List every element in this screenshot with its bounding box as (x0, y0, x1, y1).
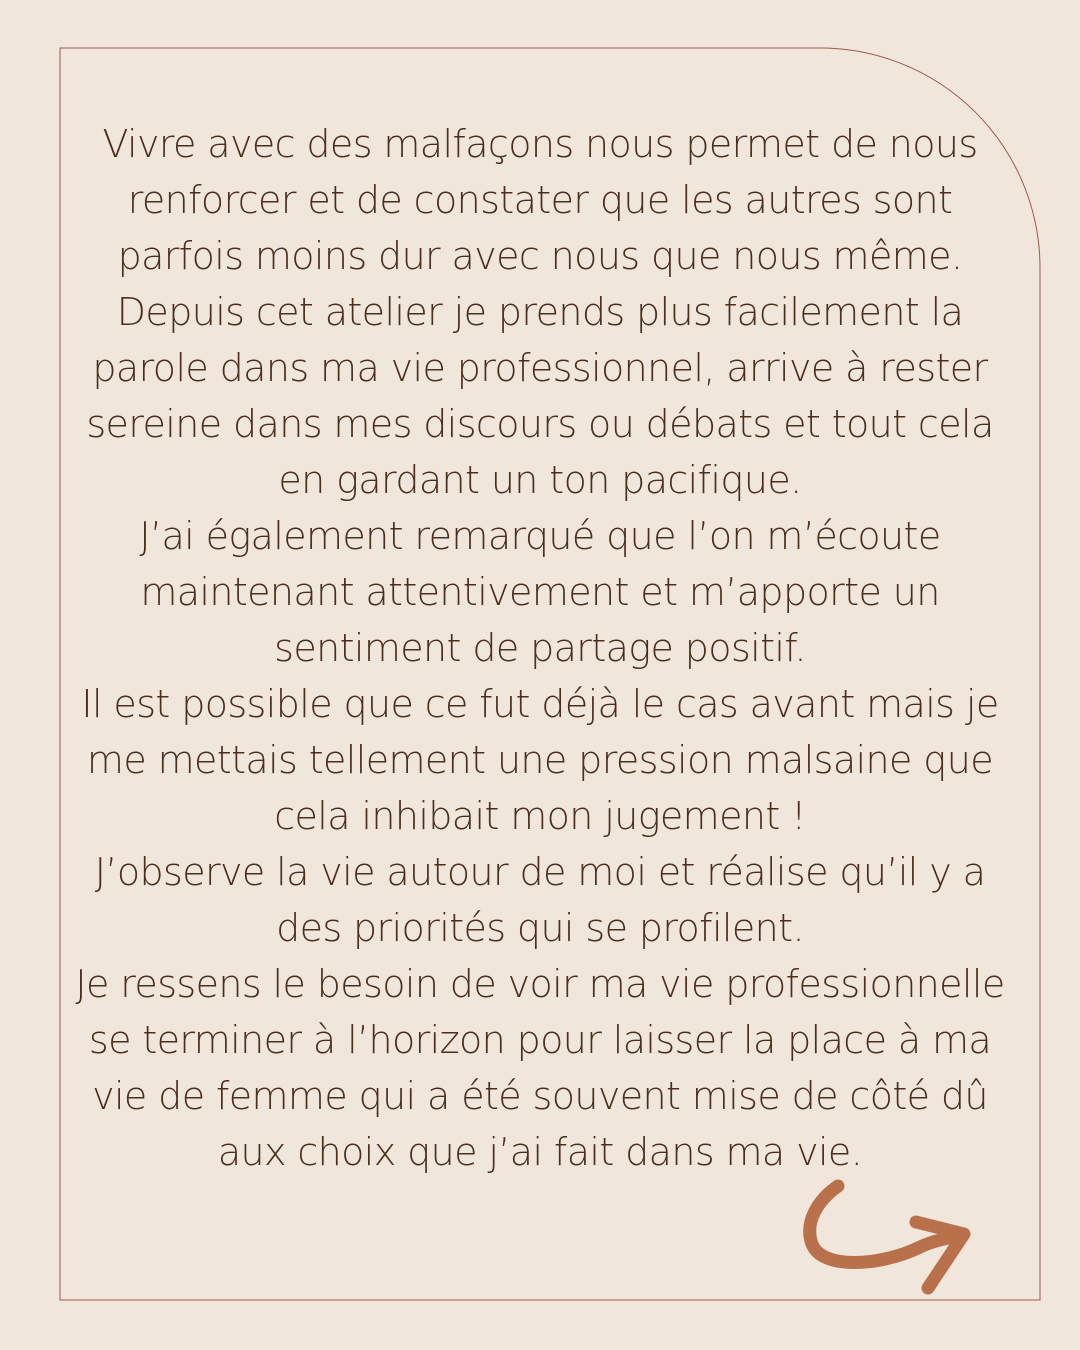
paragraph-ecoute: J’ai également remarqué que l’on m’écoute maintenant attentivement et m’apporte un sentiment de partage positif. (139, 514, 941, 670)
paragraph-priorites: J’observe la vie autour de moi et réalise qu’il y a des priorités qui se profilent. (94, 850, 986, 950)
paragraph-malfacons: Vivre avec des malfaçons nous permet de nous renforcer et de constater que les autres sont parfois moins dur avec nous que nous même. (102, 122, 978, 278)
curved-arrow-right-icon[interactable] (800, 1178, 975, 1303)
testimonial-text (60, 116, 1020, 1180)
paragraph-pression: Il est possible que ce fut déjà le cas avant mais je me mettais tellement une pression malsaine que cela inhibait mon jugement ! (81, 682, 999, 838)
paragraph-besoin: Je ressens le besoin de voir ma vie professionnelle se terminer à l’horizon pour laisser la place à ma vie de femme qui a été souvent mise de côté dû aux choix que j’ai fait dans ma vie. (75, 962, 1005, 1174)
paragraph-atelier: Depuis cet atelier je prends plus facilement la parole dans ma vie professionnel, arrive à rester sereine dans mes discours ou débats et tout cela en gardant un ton pacifique. (86, 290, 994, 502)
